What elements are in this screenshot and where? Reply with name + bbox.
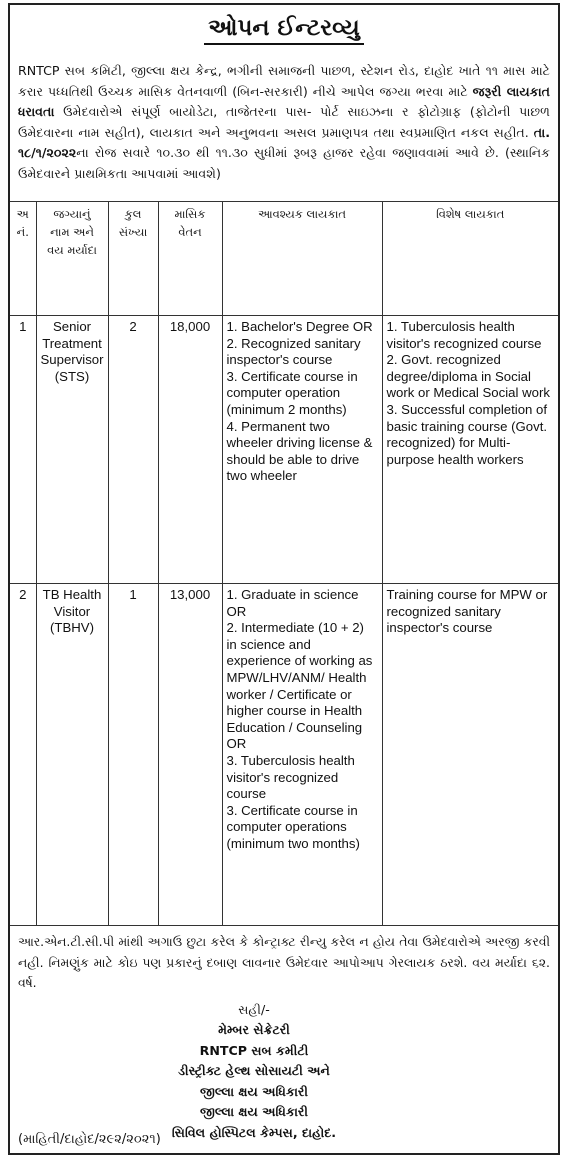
signature-line: સિવિલ હોસ્પિટલ કેમ્પસ, દાહોદ. [171,1124,337,1140]
req-item: 1. Graduate in science OR [226,587,359,619]
posts-table [10,201,558,926]
page-title: ઓપન ઈન્ટરવ્યુ [204,13,364,45]
intro-text-2: ઉમેદવારોએ સંપૂર્ણ બાયોડેટા, તાજેતરના પાસ- પોર્ટ સાઇઝના ર ફોટોગ્રાફ (ફોટોની પાછળ ઉમેદવારના નામ સહીત), લાયકાત અને અનુભવના અસલ પ્રમાણપત્ર તથા સ્વપ્રમાણિત નકલ સહીત. [18,104,550,140]
req-item: 3. Tuberculosis health visitor's recognized course [226,752,355,802]
req-item: 3. Certificate course in computer operation (minimum 2 months) [226,368,358,417]
advertisement [8,3,560,1155]
intro-date: તા. ૧૮/૧/૨૦૨૨ [18,124,550,160]
header-count: કુલ સંખ્યા [108,202,158,316]
reference-number: (માહિતી/દાહોદ/૨૯૨/૨૦૨૧) [18,1132,161,1147]
row-special [382,584,558,926]
signature-line: જીલ્લા ક્ષય અધિકારી [199,1104,309,1119]
signature-line: જીલ્લા ક્ષય અધિકારી [199,1083,309,1099]
header-salary: માસિક વેતન [158,202,222,316]
header-special: વિશેષ લાયકાત [382,202,558,316]
req-item: 2. Intermediate (10 + 2) in science and experience of working as MPW/LHV/ANM/ Health worker / Certificate or higher course in Health Education / Counseling OR [226,620,373,752]
row-no: 2 [10,584,36,926]
signature-line: સહી/- [238,1001,270,1017]
special-item: 3. Successful completion of basic training course (Govt. recognized) for Multi-purpose health workers [386,401,548,467]
signature-line: RNTCP સબ કમીટી [199,1042,309,1058]
row-special [382,316,558,584]
row-required [222,316,382,584]
row-count: 2 [108,316,158,584]
req-item: 3. Certificate course in computer operations (minimum two months) [226,802,360,851]
special-item: Training course for MPW or recognized sanitary inspector's course [386,587,548,636]
row-post: TB Health Visitor (TBHV) [36,584,108,926]
table-header-row [10,202,558,316]
row-no: 1 [10,316,36,584]
signature-line: ડીસ્ટ્રીક્ટ હેલ્થ સોસાયટી અને [178,1063,330,1078]
row-salary: 18,000 [158,316,222,584]
header-no: અ નં. [10,202,36,316]
signature-block [10,1000,558,1144]
header-post: જગ્યાનું નામ અને વય મર્યાદા [36,202,108,316]
row-required [222,584,382,926]
intro-paragraph [10,53,558,201]
req-item: 4. Permanent two wheeler driving license & should be able to drive two wheeler [226,418,373,484]
req-item: 2. Recognized sanitary inspector's course [226,335,361,368]
table-row [10,584,558,926]
req-item: 1. Bachelor's Degree OR [226,319,373,334]
intro-text-1: RNTCP સબ કમિટી, જીલ્લા ક્ષય કેન્દ્ર, ભગીની સમાજની પાછળ, સ્ટેશન રોડ, દાહોદ ખાતે ૧૧ માસ માટે કરાર પધ્ધતિથી ઉચ્ચક માસિક વેતનવાળી (બિન-સરકારી) નીચે આપેલ જગ્યા ભરવા માટે [18,63,550,99]
header-required: આવશ્યક લાયકાત [222,202,382,316]
special-item: 1. Tuberculosis health visitor's recognized course [386,319,542,351]
intro-text-3: ના રોજ સવારે ૧૦.૩૦ થી ૧૧.૩૦ સુધીમાં રૂબરૂ હાજર રહેવા જણાવવામાં આવે છે. (સ્થાનિક ઉમેદવારને પ્રાથમિકતા આપવામાં આવશે) [18,145,550,181]
special-item: 2. Govt. recognized degree/diploma in Social work or Medical Social work [386,352,550,401]
title-wrap [10,13,558,53]
row-salary: 13,000 [158,584,222,926]
eligibility-note: આર.એન.ટી.સી.પી માંથી અગાઉ છુટા કરેલ કે કોન્ટ્રાક્ટ રીન્યુ કરેલ ન હોય તેવા ઉમેદવારોએ અરજી કરવી નહી. નિમણુંક માટે કોઇ પણ પ્રકારનું દબાણ લાવનાર ઉમેદવાર આપોઆપ ગેરલાયક ઠરશે. વય મર્યાદા ૬૨. વર્ષ. [18,934,550,990]
signature-line: મેમ્બર સેક્રેટરી [218,1022,290,1037]
row-post: Senior Treatment Supervisor (STS) [36,316,108,584]
intro-bold-1: જરૂરી લાયકાત ધરાવતા [18,83,551,119]
table-row [10,316,558,584]
row-count: 1 [108,584,158,926]
